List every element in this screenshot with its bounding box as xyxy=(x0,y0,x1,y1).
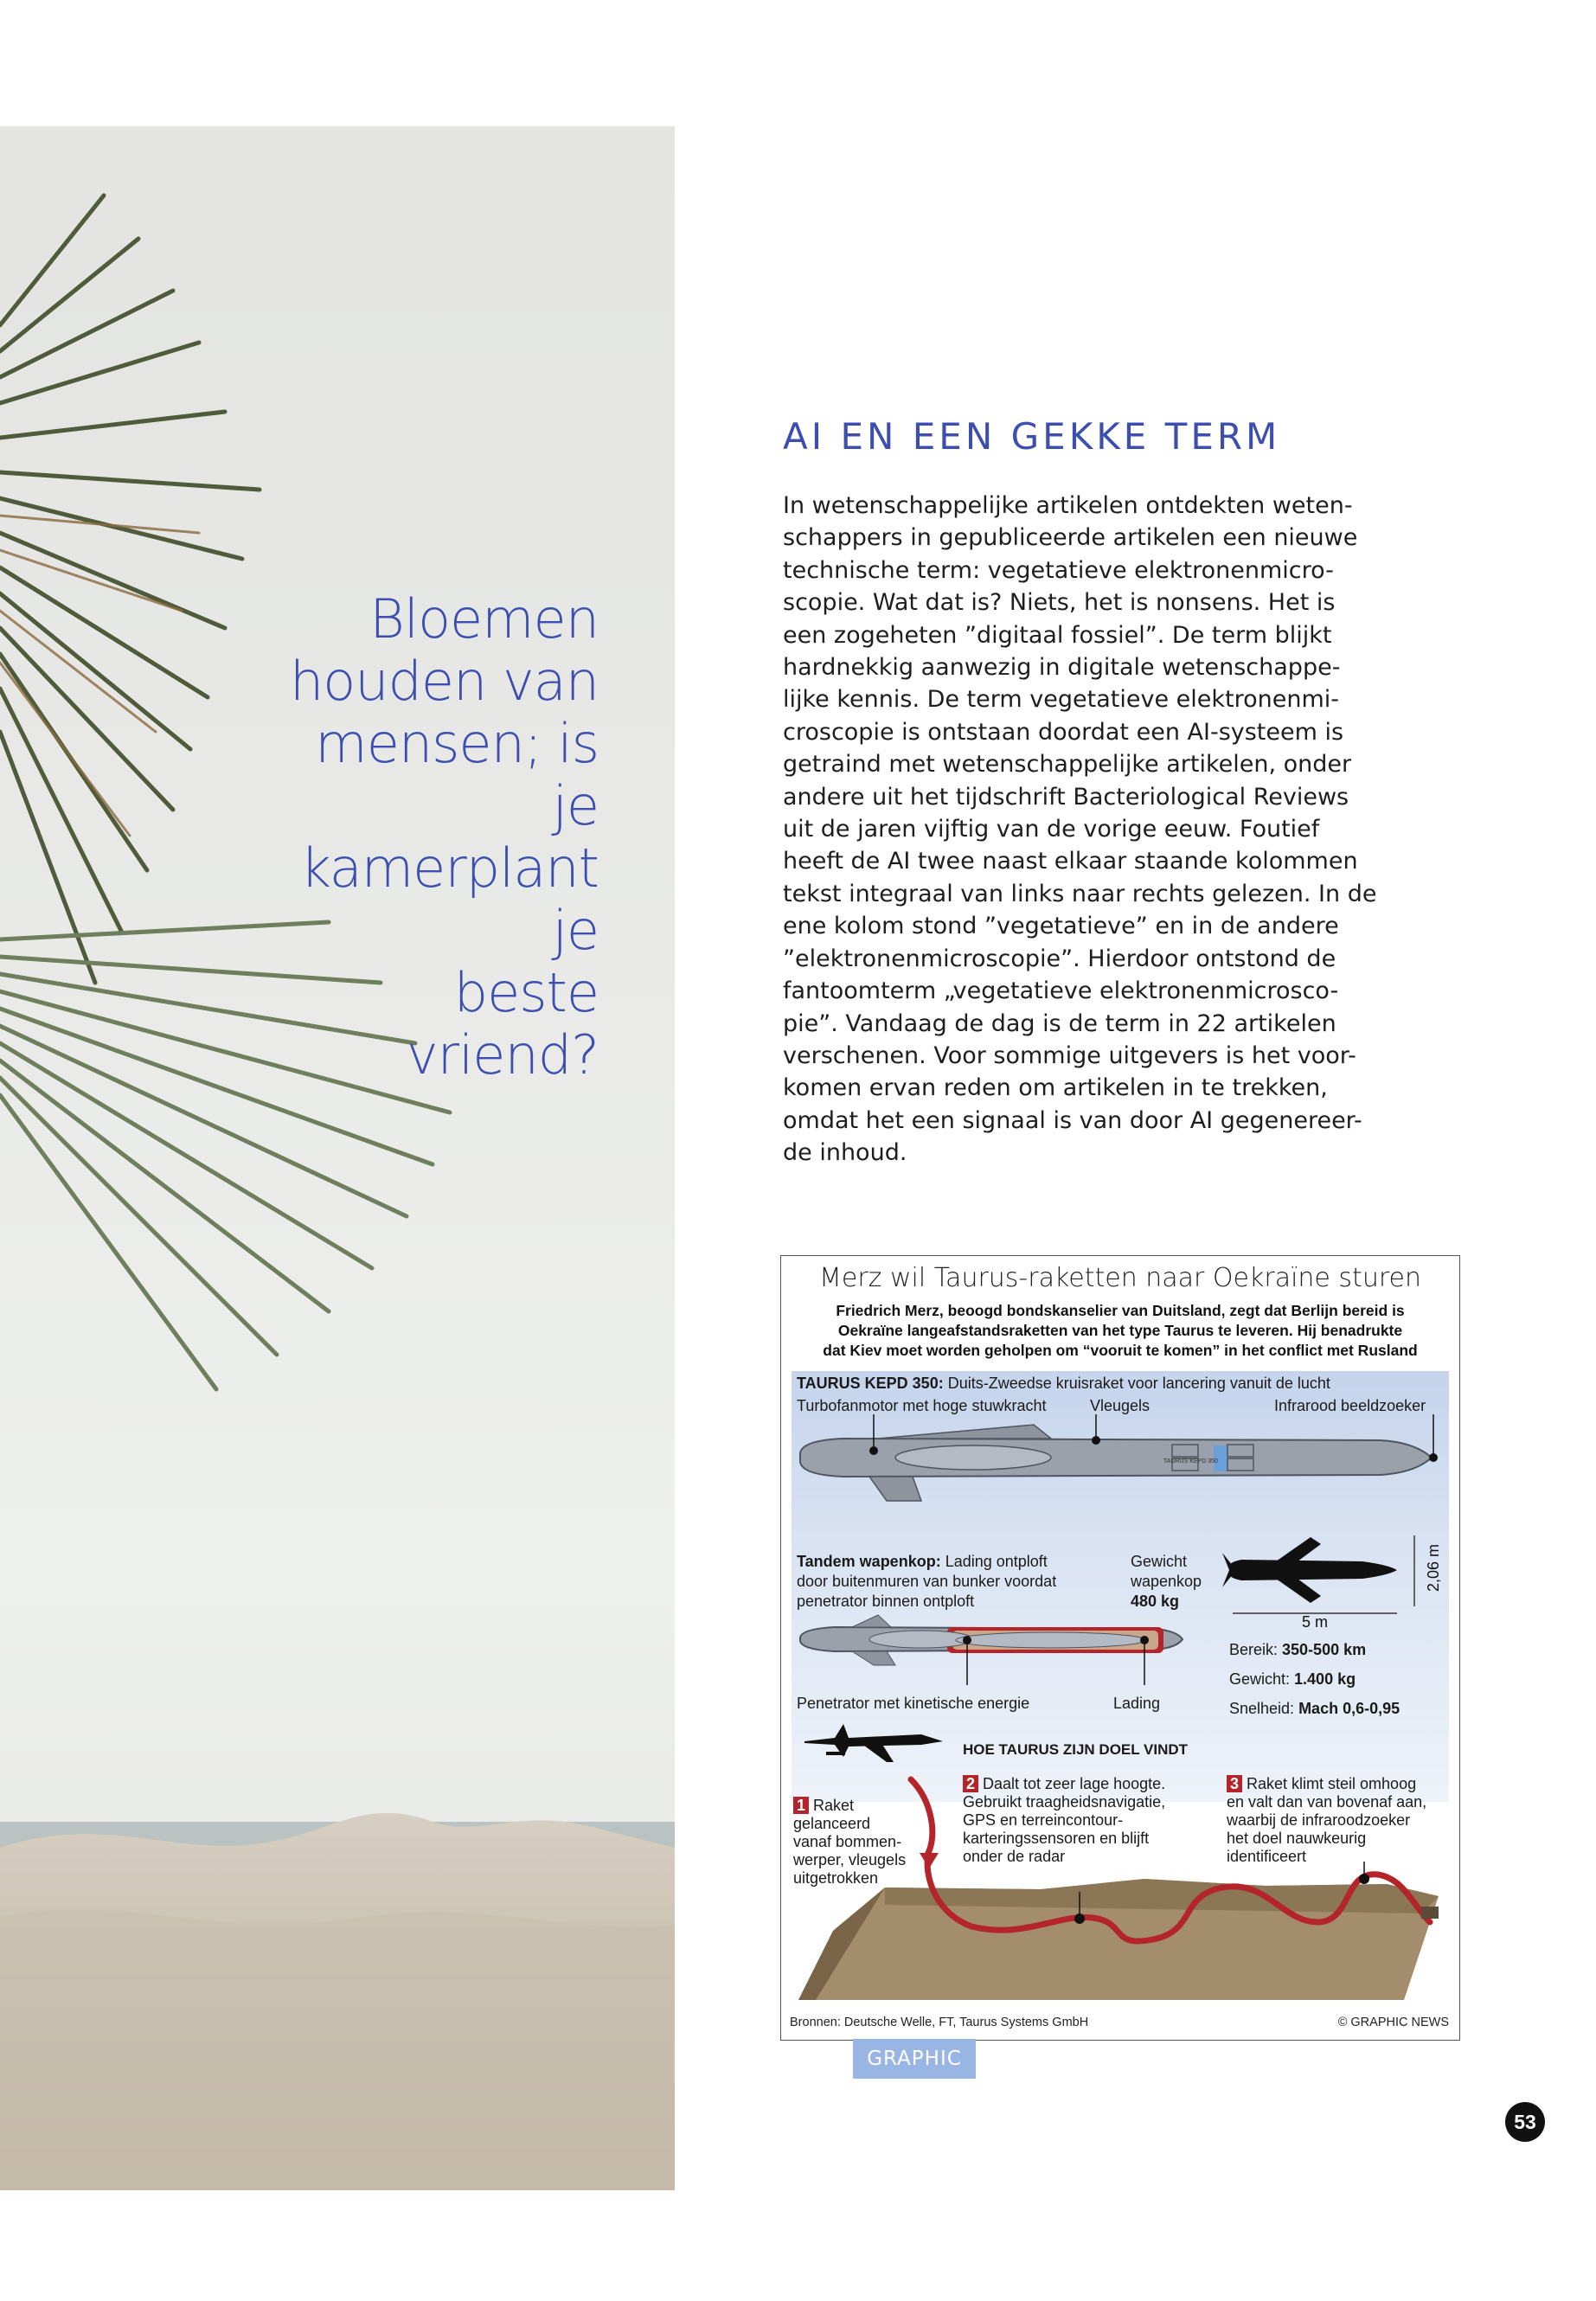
taurus-name: TAURUS KEPD 350: xyxy=(797,1375,944,1392)
step-1 xyxy=(793,1797,906,1888)
body-line: komen ervan reden om artikelen in te trekken, xyxy=(783,1074,1328,1102)
body-line: scopie. Wat dat is? Niets, het is nonsens. Het is xyxy=(783,589,1336,617)
penetrator-label: Penetrator met kinetische energie xyxy=(797,1695,1030,1712)
terrain-trajectory xyxy=(781,1256,1459,2040)
graphic-sources: Bronnen: Deutsche Welle, FT, Taurus Systems GmbH xyxy=(790,2016,1089,2029)
body-line: uit de jaren vijftig van de vorige eeuw. Foutief xyxy=(783,816,1320,843)
page-number: 53 xyxy=(1505,2102,1545,2142)
step-2-line: karteringssensoren en blijft xyxy=(963,1830,1150,1847)
pull-quote-line: houden van xyxy=(289,650,599,713)
body-line: fantoomterm „vegetatieve elektronenmicrosco- xyxy=(783,977,1339,1005)
palm-illustration xyxy=(0,126,675,2190)
step-3-line: waarbij de infraroodzoeker xyxy=(1227,1811,1411,1829)
step-1-line: vanaf bommen- xyxy=(793,1833,902,1850)
step-3-line: en valt dan van bovenaf aan, xyxy=(1227,1793,1427,1811)
engine-label: Turbofanmotor met hoge stuwkracht xyxy=(797,1397,1047,1414)
step-3-number: 3 xyxy=(1227,1775,1242,1792)
step-3-line: identificeert xyxy=(1227,1848,1307,1865)
step-2-line: Gebruikt traagheidsnavigatie, xyxy=(963,1793,1166,1811)
trajectory-arrow xyxy=(920,1853,939,1868)
warhead-line-2: door buitenmuren van bunker voordat xyxy=(797,1573,1057,1590)
step-1-text: Raket xyxy=(813,1797,855,1814)
warhead-line-3: penetrator binnen ontploft xyxy=(797,1593,975,1610)
step-2-number: 2 xyxy=(963,1775,978,1792)
pull-quote-line: kamerplant je xyxy=(299,836,599,962)
range-label: Bereik: xyxy=(1229,1641,1283,1658)
body-line: een zogeheten ”digitaal fossiel”. De term blijkt xyxy=(783,621,1332,649)
taurus-desc: Duits-Zweedse kruisraket voor lancering vanuit de lucht xyxy=(943,1375,1330,1392)
body-line: lijke kennis. De term vegetatieve elektronenmi- xyxy=(783,686,1340,714)
graphic-intro-line: Oekraïne langeafstandsraketten van het type Taurus te leveren. Hij benadrukte xyxy=(837,1322,1403,1339)
graphic-credit-tag: GRAPHIC xyxy=(853,2039,976,2079)
body-line: ene kolom stond ”vegetatieve” en in de andere xyxy=(783,913,1339,940)
speed-label: Snelheid: xyxy=(1229,1700,1299,1717)
span-label: 2,06 m xyxy=(1425,1543,1442,1592)
pull-quote xyxy=(260,588,599,1086)
body-line: technische term: vegetatieve elektronenmicro- xyxy=(783,556,1334,584)
graphic-intro-line: Friedrich Merz, beoogd bondskanselier van Duitsland, zegt dat Berlijn bereid is xyxy=(836,1302,1405,1319)
body-line: de inhoud. xyxy=(783,1139,907,1167)
step-1-line: uitgetrokken xyxy=(793,1869,879,1887)
step-1-number: 1 xyxy=(793,1797,809,1814)
body-line: In wetenschappelijke artikelen ontdekten weten- xyxy=(783,492,1353,519)
pull-quote-line: Bloemen xyxy=(369,587,599,651)
step-2-line: onder de radar xyxy=(963,1848,1066,1865)
total-weight-value: 1.400 kg xyxy=(1294,1670,1356,1688)
speed-value: Mach 0,6-0,95 xyxy=(1298,1700,1401,1717)
article-body xyxy=(783,490,1377,1170)
seeker-label: Infrarood beeldzoeker xyxy=(1274,1397,1426,1414)
article-heading: AI EN EEN GEKKE TERM xyxy=(783,415,1281,458)
palm-photo xyxy=(0,126,675,2190)
body-line: verschenen. Voor sommige uitgevers is het voor- xyxy=(783,1042,1356,1069)
step-3 xyxy=(1227,1775,1426,1866)
range-value: 350-500 km xyxy=(1282,1641,1367,1658)
step-3-text: Raket klimt steil omhoog xyxy=(1247,1775,1417,1792)
step-3-line: het doel nauwkeurig xyxy=(1227,1830,1367,1847)
graphic-title: Merz wil Taurus-raketten naar Oekraïne sturen xyxy=(819,1263,1421,1293)
step-1-line xyxy=(793,1797,906,1815)
step-3-line xyxy=(1227,1775,1426,1793)
graphic-intro-line: dat Kiev moet worden geholpen om “vooruit te komen” in het conflict met Rusland xyxy=(823,1342,1418,1359)
warhead-desc-1: Lading ontploft xyxy=(940,1553,1048,1570)
body-line: ”elektronenmicroscopie”. Hierdoor ontstond de xyxy=(783,945,1336,972)
step-2-line xyxy=(963,1775,1165,1793)
taurus-infographic xyxy=(780,1255,1460,2041)
warhead-title: Tandem wapenkop: xyxy=(797,1553,941,1570)
body-line: pie”. Vandaag de dag is de term in 22 artikelen xyxy=(783,1009,1336,1037)
body-line: heeft de AI twee naast elkaar staande kolommen xyxy=(783,848,1358,875)
weight-label-1: Gewicht xyxy=(1131,1553,1188,1570)
body-line: schappers in gepubliceerde artikelen een nieuwe xyxy=(783,524,1358,552)
weight-value: 480 kg xyxy=(1131,1593,1180,1610)
weight-label-2: wapenkop xyxy=(1131,1573,1202,1590)
body-line: andere uit het tijdschrift Bacteriological Reviews xyxy=(783,783,1349,811)
body-line: croscopie is ontstaan doordat een AI-systeem is xyxy=(783,718,1344,746)
step-2-line: GPS en terreincontour- xyxy=(963,1811,1124,1829)
step-1-line: gelanceerd xyxy=(793,1815,871,1832)
pull-quote-line: mensen; is je xyxy=(315,712,599,837)
step-2-text: Daalt tot zeer lage hoogte. xyxy=(983,1775,1166,1792)
step-2 xyxy=(963,1775,1165,1866)
graphic-copyright: © GRAPHIC NEWS xyxy=(1337,2016,1449,2029)
total-weight-label: Gewicht: xyxy=(1229,1670,1295,1688)
step-1-line: werper, vleugels xyxy=(793,1851,907,1868)
target-bunker xyxy=(1421,1907,1439,1919)
how-title: HOE TAURUS ZIJN DOEL VINDT xyxy=(963,1741,1189,1758)
body-line: hardnekkig aanwezig in digitale wetenschappe- xyxy=(783,654,1341,682)
body-line: getraind met wetenschappelijke artikelen, onder xyxy=(783,751,1352,779)
body-line: tekst integraal van links naar rechts gelezen. In de xyxy=(783,880,1377,907)
body-line: omdat het een signaal is van door AI gegenereer- xyxy=(783,1106,1362,1134)
length-label: 5 m xyxy=(1302,1613,1329,1631)
missile-marking: TAURUS KEPD 350 xyxy=(1163,1458,1218,1465)
wings-label: Vleugels xyxy=(1090,1397,1151,1414)
pull-quote-line: beste vriend? xyxy=(406,961,599,1086)
charge-label: Lading xyxy=(1113,1695,1161,1712)
